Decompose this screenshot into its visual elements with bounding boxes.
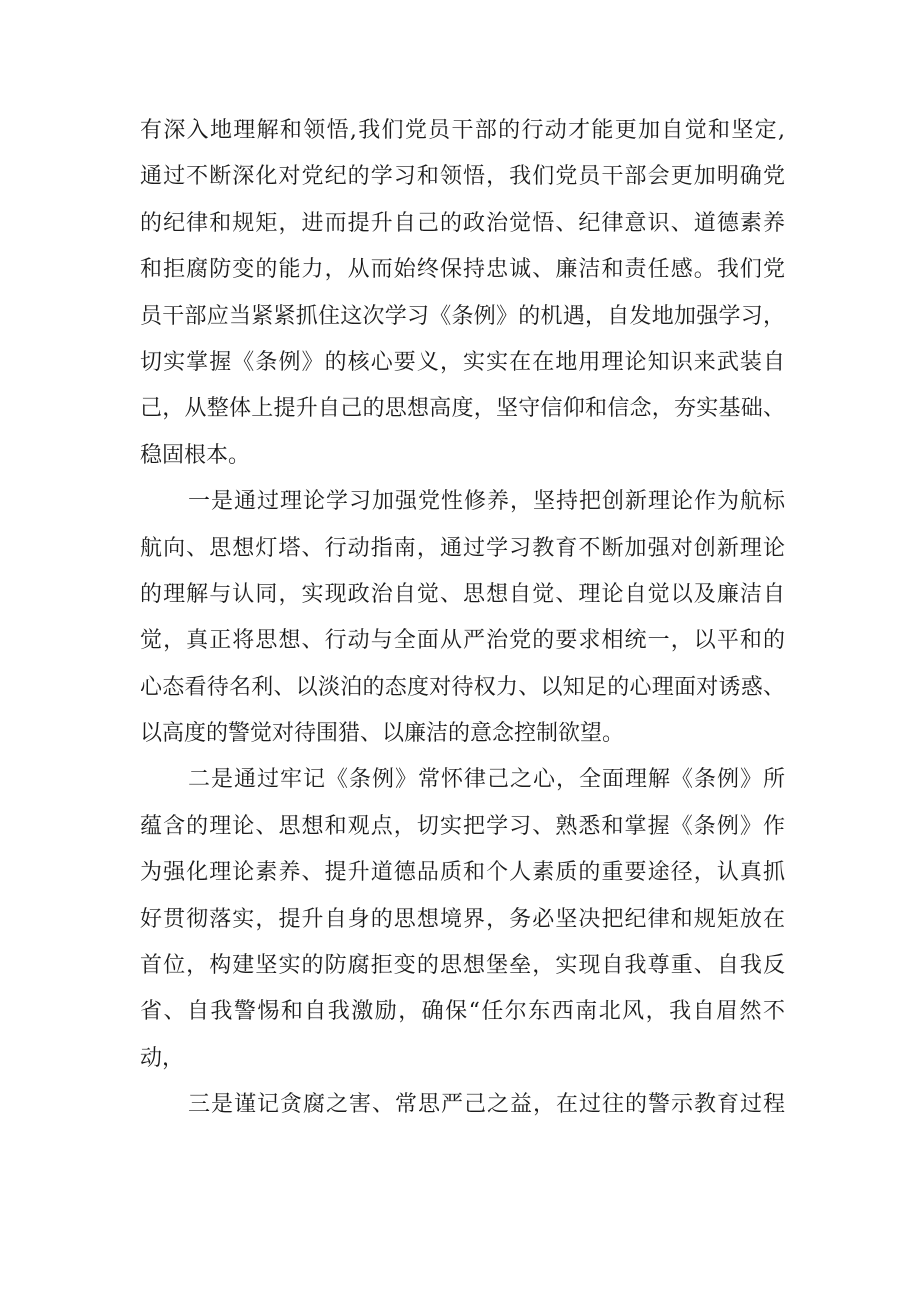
text-line: 和拒腐防变的能力，从而始终保持忠诚、廉洁和责任感。我们党: [140, 257, 785, 283]
text-line: 动，: [140, 1045, 185, 1071]
document-body: [140, 108, 785, 1129]
text-line: 通过不断深化对党纪的学习和领悟，我们党员干部会更加明确党: [140, 164, 785, 190]
paragraph-first-line: 一是通过理论学习加强党性修养，坚持把创新理论作为航标: [188, 489, 785, 515]
text-line: 以高度的警觉对待围猎、以廉洁的意念控制欲望。: [140, 721, 625, 747]
text-line: 有深入地理解和领悟,我们党员干部的行动才能更加自觉和坚定,: [140, 118, 785, 143]
text-line: 觉，真正将思想、行动与全面从严治党的要求相统一，以平和的: [140, 628, 785, 654]
text-line: 心态看待名利、以淡泊的态度对待权力、以知足的心理面对诱惑、: [140, 674, 785, 700]
paragraph-first-line: 三是谨记贪腐之害、常思严己之益，在过往的警示教育过程: [188, 1092, 785, 1118]
text-line: 的纪律和规矩，进而提升自己的政治觉悟、纪律意识、道德素养: [140, 210, 785, 236]
text-line: 己，从整体上提升自己的思想高度，坚守信仰和信念，夯实基础、: [140, 396, 785, 422]
text-line: 为强化理论素养、提升道德品质和个人素质的重要途径，认真抓: [140, 860, 785, 886]
text-line: 切实掌握《条例》的核心要义，实实在在地用理论知识来武装自: [140, 349, 785, 375]
text-line: 稳固根本。: [140, 442, 251, 468]
paragraph-first-line: 二是通过牢记《条例》常怀律己之心，全面理解《条例》所: [188, 767, 785, 793]
text-line: 好贯彻落实，提升自身的思想境界，务必坚决把纪律和规矩放在: [140, 906, 785, 932]
text-line: 首位，构建坚实的防腐拒变的思想堡垒，实现自我尊重、自我反: [140, 953, 785, 979]
text-line: 的理解与认同，实现政治自觉、思想自觉、理论自觉以及廉洁自: [140, 581, 785, 607]
text-line: 蕴含的理论、思想和观点，切实把学习、熟悉和掌握《条例》作: [140, 813, 785, 839]
text-line: 员干部应当紧紧抓住这次学习《条例》的机遇，自发地加强学习，: [140, 303, 785, 329]
text-line: 省、自我警惕和自我激励，确保“任尔东西南北风，我自眉然不: [140, 999, 785, 1025]
text-line: 航向、思想灯塔、行动指南，通过学习教育不断加强对创新理论: [140, 535, 785, 561]
